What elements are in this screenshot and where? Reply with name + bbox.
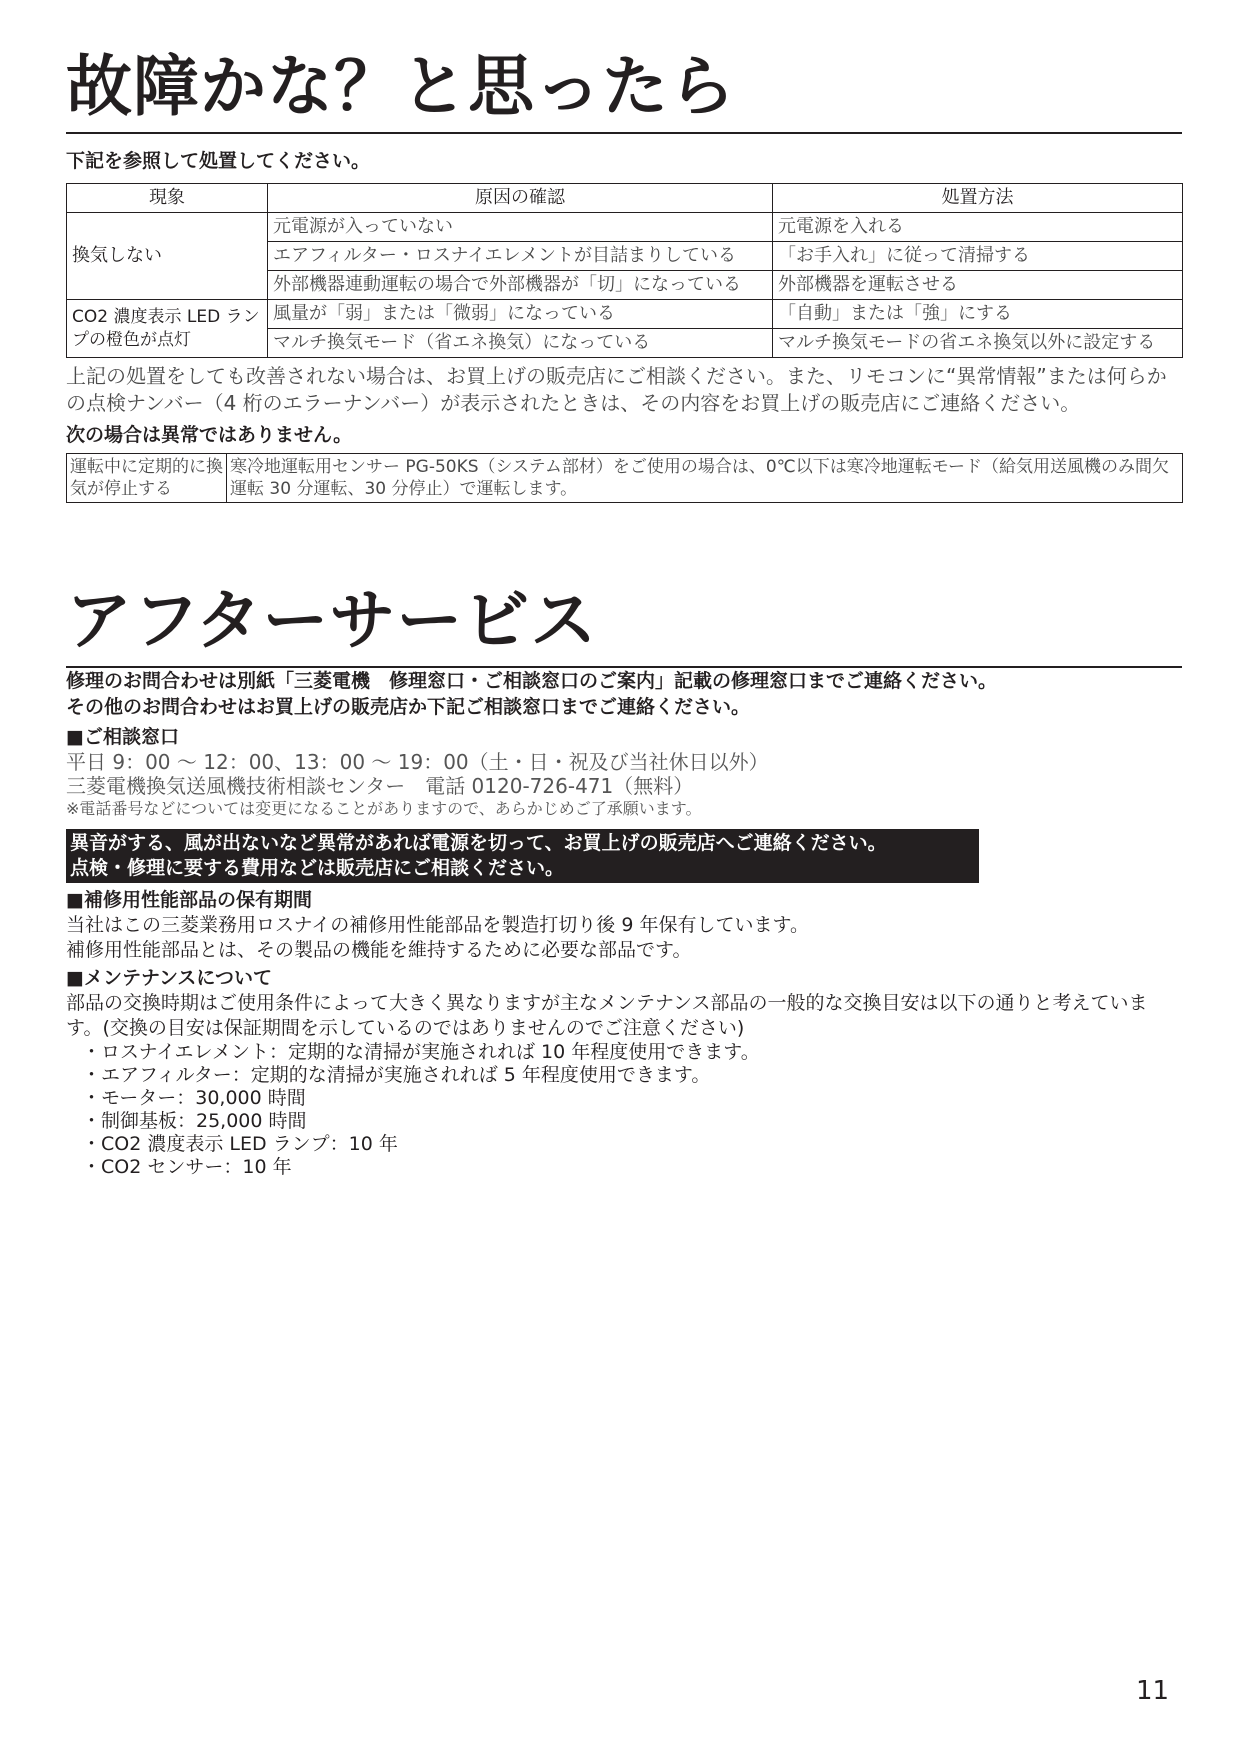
symptom-cell: 換気しない: [67, 213, 268, 300]
not-abnormal-table: [66, 453, 1183, 503]
header-remedy: 処置方法: [773, 184, 1183, 213]
troubleshooting-table: [66, 183, 1183, 358]
troubleshooting-intro: 下記を参照して処置してください。: [66, 150, 371, 172]
after-service-title: アフターサービス: [66, 588, 1182, 668]
consultation-heading: ■ご相談窓口: [66, 726, 179, 748]
maintenance-heading: ■メンテナンスについて: [66, 967, 273, 989]
warning-line-2: 点検・修理に要する費用などは販売店にご相談ください。: [70, 857, 565, 879]
list-item: ・エアフィルター：定期的な清掃が実施されれば 5 年程度使用できます。: [82, 1064, 711, 1086]
list-item: ・制御基板：25,000 時間: [82, 1110, 307, 1132]
warning-box: [66, 829, 979, 883]
service-contact-lines: [66, 668, 1182, 720]
not-abnormal-heading: 次の場合は異常ではありません。: [66, 424, 353, 446]
consultation-center-phone: 三菱電機換気送風機技術相談センター 電話 0120-726-471（無料）: [66, 774, 694, 798]
remedy-cell: 「お手入れ」に従って清掃する: [773, 242, 1183, 271]
cause-cell: マルチ換気モード（省エネ換気）になっている: [268, 329, 773, 358]
table-row: [67, 300, 1183, 329]
parts-period-line-1: 当社はこの三菱業務用ロスナイの補修用性能部品を製造打切り後 9 年保有しています。: [66, 914, 809, 936]
cause-cell: 外部機器連動運転の場合で外部機器が「切」になっている: [268, 271, 773, 300]
maintenance-section: [66, 966, 1182, 1179]
symptom-cell: CO2 濃度表示 LED ランプの橙色が点灯: [67, 300, 268, 358]
remedy-cell: 「自動」または「強」にする: [773, 300, 1183, 329]
consultation-section: [66, 725, 1182, 820]
parts-period-heading: ■補修用性能部品の保有期間: [66, 889, 312, 911]
remedy-cell: 元電源を入れる: [773, 213, 1183, 242]
table-row: [67, 213, 1183, 242]
not-abnormal-label: 運転中に定期的に換気が停止する: [67, 454, 227, 503]
cause-cell: 風量が「弱」または「微弱」になっている: [268, 300, 773, 329]
warning-line-1: 異音がする、風が出ないなど異常があれば電源を切って、お買上げの販売店へご連絡ください。: [70, 832, 887, 854]
header-cause: 原因の確認: [268, 184, 773, 213]
page-number: 11: [1136, 1676, 1170, 1706]
remedy-cell: マルチ換気モードの省エネ換気以外に設定する: [773, 329, 1183, 358]
troubleshooting-title: 故障かな？と思ったら: [66, 54, 1182, 134]
after-remedy-note: 上記の処置をしても改善されない場合は、お買上げの販売店にご相談ください。また、リモコンに“異常情報”または何らかの点検ナンバー（4 桁のエラーナンバー）が表示されたときは、その内容をお買上げの販売店にご連絡ください。: [66, 364, 1167, 415]
cause-cell: 元電源が入っていない: [268, 213, 773, 242]
header-symptom: 現象: [67, 184, 268, 213]
list-item: ・ロスナイエレメント：定期的な清掃が実施されれば 10 年程度使用できます。: [82, 1041, 760, 1063]
parts-period-line-2: 補修用性能部品とは、その製品の機能を維持するために必要な部品です。: [66, 939, 692, 961]
table-row: [67, 454, 1183, 503]
not-abnormal-text: 寒冷地運転用センサー PG-50KS（システム部材）をご使用の場合は、0℃以下は寒冷地運転モード（給気用送風機のみ間欠運転 30 分運転、30 分停止）で運転します。: [227, 454, 1183, 503]
cause-cell: エアフィルター・ロスナイエレメントが目詰まりしている: [268, 242, 773, 271]
consultation-hours: 平日 9：00 〜 12：00、13：00 〜 19：00（土・日・祝及び当社休日以外）: [66, 750, 769, 774]
maintenance-parts-list: [66, 1041, 1182, 1179]
list-item: ・CO2 濃度表示 LED ランプ：10 年: [82, 1133, 398, 1155]
remedy-cell: 外部機器を運転させる: [773, 271, 1183, 300]
parts-period-section: [66, 888, 1182, 963]
consultation-notice: ※電話番号などについては変更になることがありますので、あらかじめご了承願います。: [66, 799, 702, 818]
list-item: ・モーター：30,000 時間: [82, 1087, 306, 1109]
table-header-row: [67, 184, 1183, 213]
other-inquiry-line: その他のお問合わせはお買上げの販売店か下記ご相談窓口までご連絡ください。: [66, 696, 751, 718]
list-item: ・CO2 センサー：10 年: [82, 1156, 292, 1178]
maintenance-text: 部品の交換時期はご使用条件によって大きく異なりますが主なメンテナンス部品の一般的な交換目安は以下の通りと考えています。(交換の目安は保証期間を示しているのではありませんのでご注意ください): [66, 992, 1148, 1039]
repair-inquiry-line: 修理のお問合わせは別紙「三菱電機 修理窓口・ご相談窓口のご案内」記載の修理窓口までご連絡ください。: [66, 670, 998, 692]
